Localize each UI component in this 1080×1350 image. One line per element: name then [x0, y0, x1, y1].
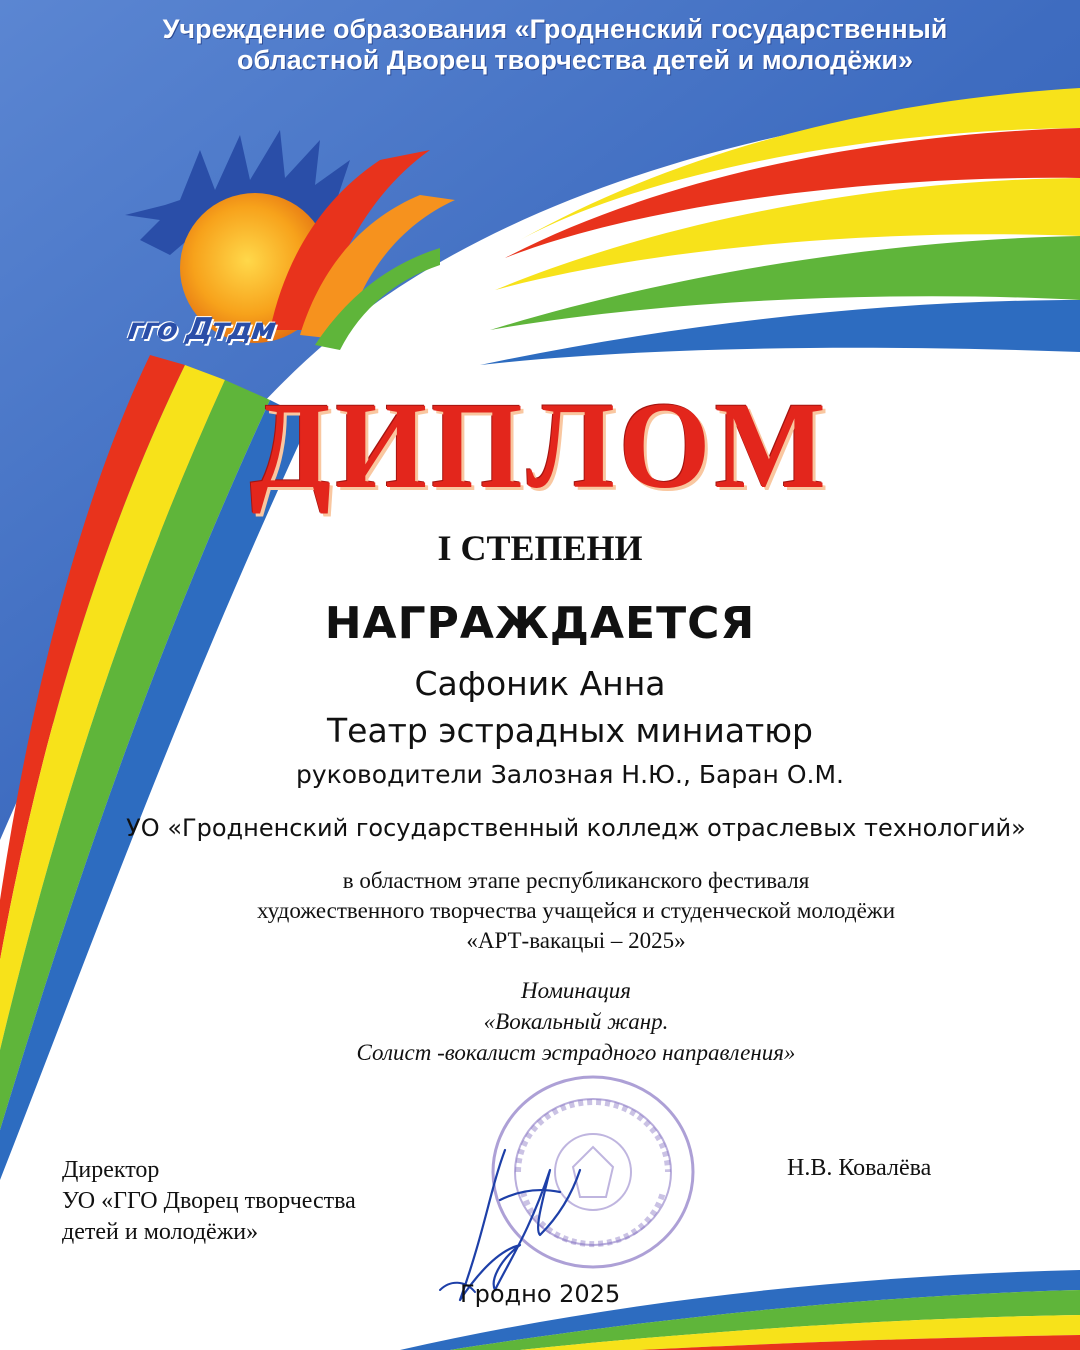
festival-line-2: художественного творчества учащейся и студенческой молодёжи	[256, 898, 896, 923]
director-org-line-1: УО «ГГО Дворец творчества	[62, 1188, 356, 1214]
festival-line-1: в областном этапе республиканского фестиваля	[342, 868, 810, 893]
director-name: Н.В. Ковалёва	[787, 1155, 932, 1181]
director-title-block	[62, 1155, 356, 1248]
institution-name: УО «Гродненский государственный колледж отраслевых технологий»	[126, 814, 1026, 842]
awarded-heading: НАГРАЖДАЕТСЯ	[324, 598, 756, 649]
nomination-block	[0, 975, 1080, 1068]
festival-line-3: «АРТ-вакацыі – 2025»	[466, 928, 686, 953]
issuer-line-1: Учреждение образования «Гродненский государственный	[162, 14, 948, 44]
director-org-line-2: детей и молодёжи»	[62, 1219, 259, 1245]
diploma-title: ДИПЛОМ	[250, 376, 830, 515]
city-year: Гродно 2025	[460, 1280, 621, 1308]
diploma-degree: I СТЕПЕНИ	[437, 528, 643, 568]
nomination-line-1: «Вокальный жанр.	[483, 1009, 669, 1034]
nomination-line-2: Солист -вокалист эстрадного направления»	[356, 1040, 796, 1065]
nomination-label: Номинация	[520, 978, 631, 1003]
director-title: Директор	[62, 1157, 160, 1183]
logo-abbreviation: гго Дтдм	[125, 312, 278, 347]
group-leaders: руководители Залозная Н.Ю., Баран О.М.	[296, 760, 844, 789]
recipient-name: Сафоник Анна	[414, 664, 666, 703]
issuer-line-2: областной Дворец творчества детей и молодёжи»	[236, 45, 913, 75]
issuer-header	[0, 14, 1080, 76]
festival-block	[0, 866, 1080, 956]
group-name: Театр эстрадных миниатюр	[327, 711, 813, 750]
